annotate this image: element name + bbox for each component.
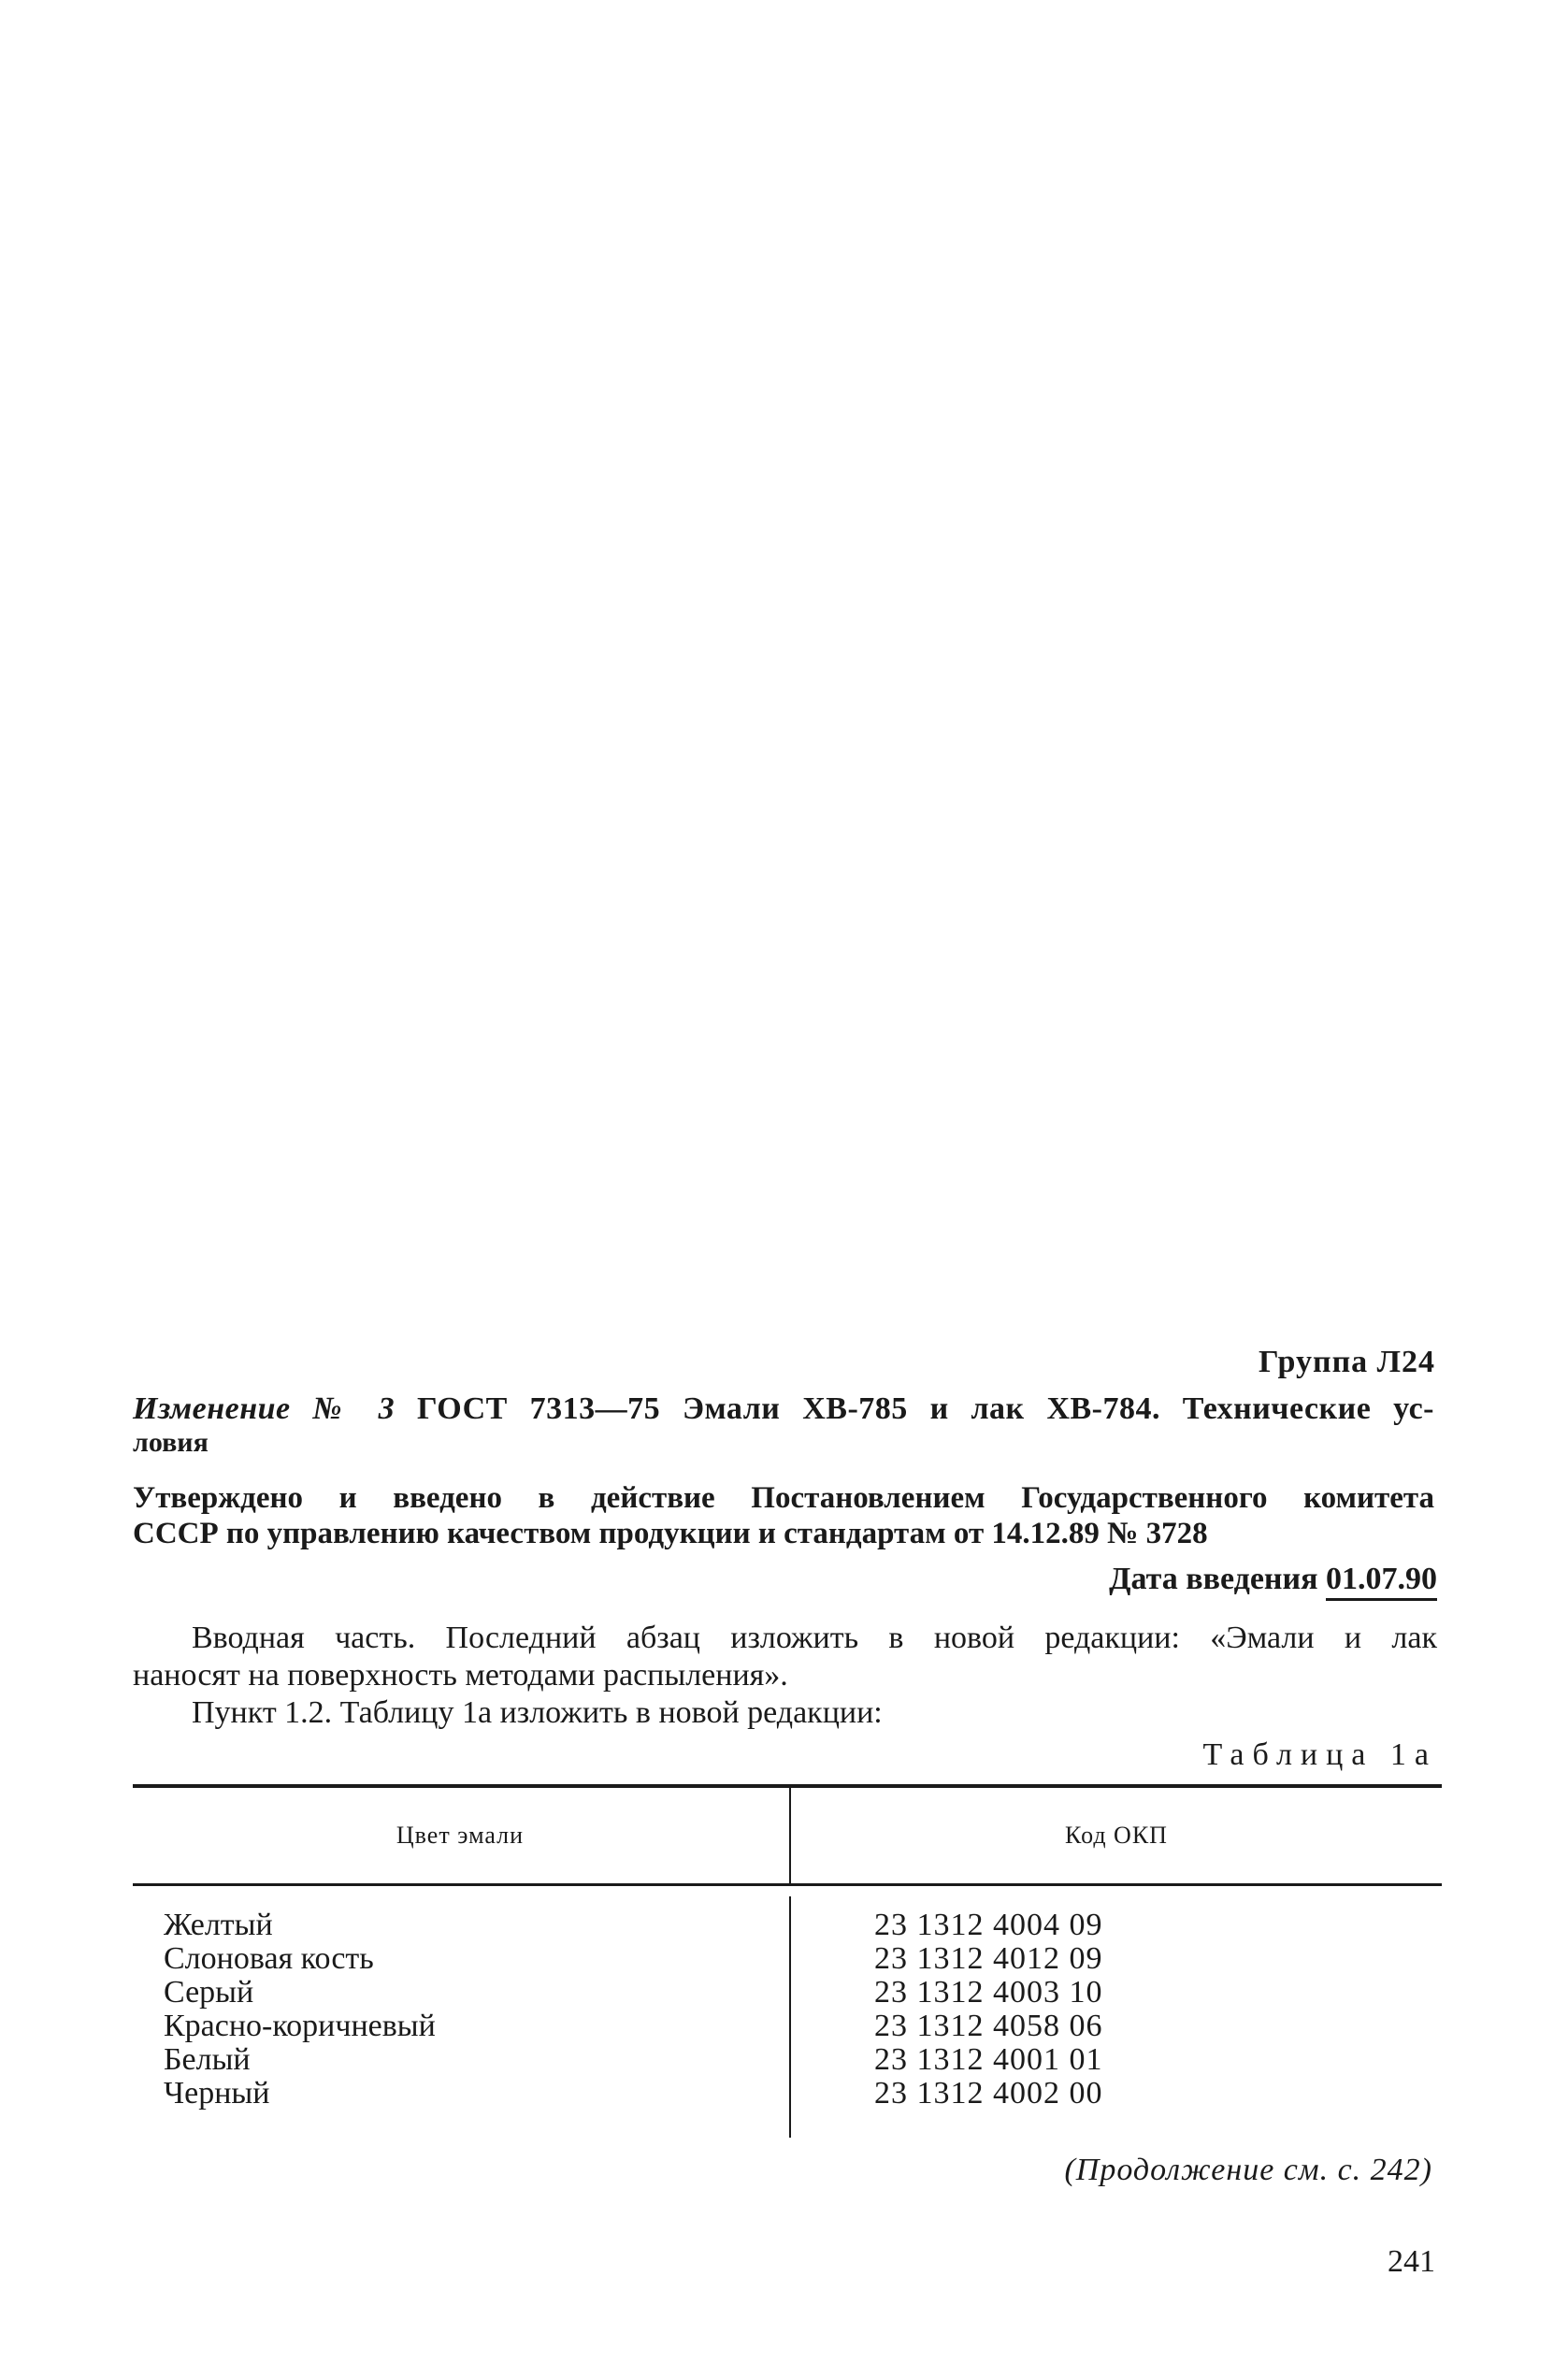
table-top-rule: [133, 1784, 1442, 1788]
continuation-note: (Продолжение см. с. 242): [1064, 2153, 1432, 2187]
code-cell: 23 1312 4058 06: [874, 2009, 1103, 2043]
table-body-divider: [789, 1896, 791, 2138]
change-number: Изменение № 3: [133, 1391, 396, 1426]
document-title-line1: [133, 1391, 1434, 1427]
intro-date-label: Дата введения: [1109, 1562, 1326, 1596]
table-header-code: Код ОКП: [1065, 1822, 1168, 1849]
table-caption: Таблица 1а: [1202, 1737, 1437, 1772]
page-number: 241: [1388, 2244, 1435, 2279]
color-cell: Слоновая кость: [164, 1941, 374, 1976]
paragraph-intro-line2: наносят на поверхность методами распыления».: [133, 1658, 788, 1693]
intro-date: [1109, 1562, 1437, 1597]
code-cell: 23 1312 4002 00: [874, 2076, 1103, 2111]
color-cell: Серый: [164, 1975, 254, 2010]
title-rest: ГОСТ 7313—75 Эмали ХВ-785 и лак ХВ-784. Технические ус-: [395, 1391, 1435, 1426]
code-cell: 23 1312 4003 10: [874, 1975, 1103, 2010]
code-cell: 23 1312 4012 09: [874, 1941, 1103, 1976]
paragraph-intro-line1: Вводная часть. Последний абзац изложить в новой редакции: «Эмали и лак: [192, 1621, 1437, 1655]
table-header-rule: [133, 1883, 1442, 1886]
approval-line2: СССР по управлению качеством продукции и стандартам от 14.12.89 № 3728: [133, 1517, 1208, 1550]
document-title-line2: ловия: [133, 1427, 209, 1458]
code-cell: 23 1312 4001 01: [874, 2042, 1103, 2077]
color-cell: Черный: [164, 2076, 270, 2111]
paragraph-clause: Пункт 1.2. Таблицу 1а изложить в новой редакции:: [192, 1695, 883, 1730]
intro-date-value: 01.07.90: [1326, 1562, 1437, 1601]
color-cell: Белый: [164, 2042, 251, 2077]
table-header-color: Цвет эмали: [396, 1822, 525, 1849]
color-cell: Желтый: [164, 1908, 273, 1942]
color-cell: Красно-коричневый: [164, 2009, 436, 2043]
code-cell: 23 1312 4004 09: [874, 1908, 1103, 1942]
group-code: Группа Л24: [1259, 1345, 1435, 1379]
approval-line1: Утверждено и введено в действие Постановлением Государственного комитета: [133, 1481, 1434, 1515]
